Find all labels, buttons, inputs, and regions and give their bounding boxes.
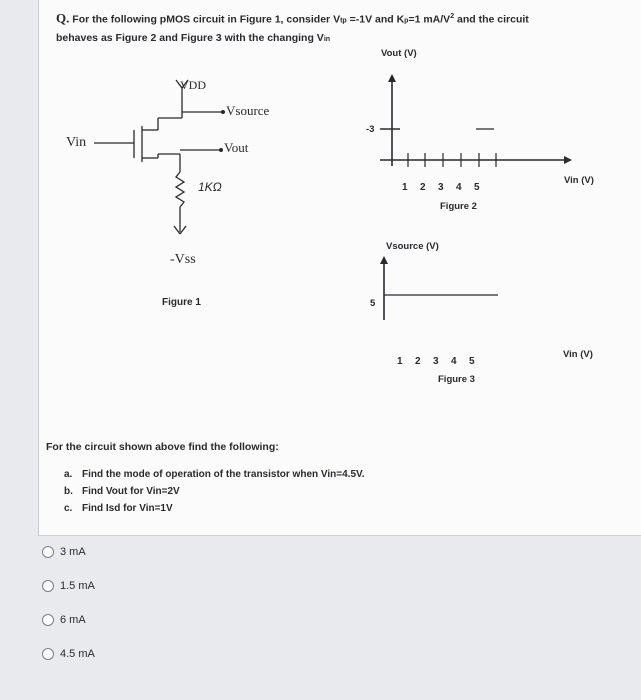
vss-label: -Vss [170, 252, 196, 267]
question-text: Q. For the following pMOS circuit in Figure 1, consider Vtp =-1V and Kp=1 $mA/V^2$ and the circuit behaves as Figure 2 and Figure 3 with the changing Vin [56, 10, 529, 44]
figure2-y-title: Vout (V) [381, 48, 417, 59]
vsource-node [221, 110, 225, 114]
figure3-y-tick: 5 [370, 298, 376, 309]
figure2-x-tick: 3 [438, 182, 445, 193]
figure3-caption: Figure 3 [438, 374, 475, 385]
figure2-caption: Figure 2 [440, 201, 477, 212]
figure1-caption: Figure 1 [162, 297, 201, 308]
circuit-diagram [0, 0, 641, 320]
figure2-y-tick: -3 [366, 124, 375, 135]
vdd-label: VDD [180, 78, 206, 92]
answer-option[interactable] [42, 648, 95, 660]
vout-node [219, 148, 223, 152]
radio-button[interactable] [42, 580, 54, 592]
radio-button[interactable] [42, 614, 54, 626]
figure2-x-tick: 5 [474, 182, 481, 193]
question-mark: Q. [56, 10, 70, 26]
figure2-x-tick: 2 [420, 182, 427, 193]
figure3-y-arrow [380, 256, 388, 264]
figure2-x-title: Vin (V) [564, 175, 594, 186]
resistor-label: 1KΩ [198, 180, 222, 194]
task-item: a. Find the mode of operation of the transistor when Vin=4.5V. [64, 469, 365, 480]
task-prompt: For the circuit shown above find the following: [46, 441, 279, 453]
figure3-x-tick: 5 [469, 356, 476, 367]
task-item: c. Find Isd for Vin=1V [64, 503, 173, 514]
figure3-x-tick: 1 [397, 356, 404, 367]
figure3-x-title: Vin (V) [563, 349, 593, 360]
answer-option-label: 4.5 mA [60, 648, 95, 660]
figure3-x-tick: 4 [451, 356, 458, 367]
vsource-label: Vsource [226, 103, 270, 118]
answer-option-label: 1.5 mA [60, 580, 95, 592]
answer-option[interactable] [42, 614, 86, 626]
figure2-x-arrow [564, 156, 572, 164]
figure2-x-tick: 4 [456, 182, 463, 193]
vin-label: Vin [66, 135, 87, 150]
figure3-axes [384, 262, 545, 320]
figure3-y-title: Vsource (V) [386, 241, 439, 252]
answer-option-label: 3 mA [60, 546, 86, 558]
answer-option-label: 6 mA [60, 614, 86, 626]
radio-button[interactable] [42, 546, 54, 558]
vout-label: Vout [224, 140, 249, 155]
task-item: b. Find Vout for Vin=2V [64, 486, 180, 497]
figure2-y-arrow [388, 74, 396, 82]
figure3-x-tick: 2 [415, 356, 422, 367]
answer-option[interactable] [42, 546, 86, 558]
figure2-x-tick: 1 [402, 182, 409, 193]
radio-button[interactable] [42, 648, 54, 660]
answer-option[interactable] [42, 580, 95, 592]
figure3-x-tick: 3 [433, 356, 440, 367]
